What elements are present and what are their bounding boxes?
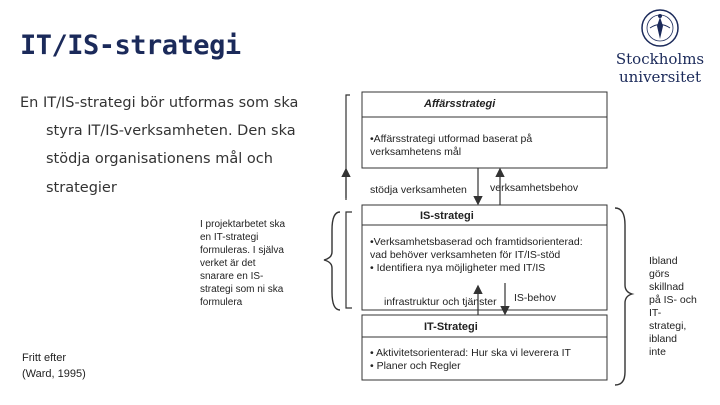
credit-line: (Ward, 1995) — [22, 368, 86, 380]
curly-brace-left — [324, 212, 340, 310]
right-note-line: Ibland — [649, 255, 678, 267]
side-note-line: strategi som ni ska — [200, 284, 284, 295]
right-note-line: strategi, — [649, 320, 687, 332]
label-is-behov: IS-behov — [514, 292, 557, 304]
page-title: IT/IS-strategi — [20, 30, 241, 61]
side-note-line: formuleras. I själva — [200, 245, 284, 256]
it-strategi-text — [370, 347, 571, 373]
it-strategi-title: IT-Strategi — [424, 321, 478, 333]
right-note-line: ibland — [649, 333, 678, 345]
side-note-line: verket är det — [200, 258, 256, 269]
right-note-line: görs — [649, 268, 670, 280]
side-note-line: snarare en IS- — [200, 271, 264, 282]
label-stodja-verksamheten: stödja verksamheten — [370, 184, 467, 196]
right-note-line: skillnad — [649, 281, 685, 293]
right-note-line: IT- — [649, 307, 662, 319]
left-bracket-mid — [346, 212, 352, 308]
side-note-line: I projektarbetet ska — [200, 219, 286, 230]
is-strategi-text-line: vad behöver verksamheten för IT/IS-stöd — [370, 249, 561, 261]
label-verksamhetsbehov: verksamhetsbehov — [490, 182, 579, 194]
curly-brace-right — [615, 208, 632, 385]
lead-line-4: strategier — [46, 180, 117, 196]
it-strategi-text-line: • Aktivitetsorienterad: Hur ska vi leverera IT — [370, 347, 571, 359]
credit-line: Fritt efter — [22, 352, 67, 364]
affarsstrategi-text — [370, 133, 532, 159]
lead-line-3: stödja organisationens mål och — [46, 151, 273, 167]
affarsstrategi-text-line: •Affärsstrategi utformad baserat på — [370, 133, 533, 145]
lead-line-1: En IT/IS-strategi bör utformas som ska — [20, 95, 299, 111]
affarsstrategi-text-line: verksamhetens mål — [370, 146, 462, 158]
logo-line-2: universitet — [618, 68, 702, 86]
it-strategi-text-line: • Planer och Regler — [370, 360, 461, 372]
is-strategi-text-line: • Identifiera nya möjligheter med IT/IS — [370, 262, 546, 274]
is-strategi-title: IS-strategi — [420, 210, 474, 222]
lead-line-2: styra IT/IS-verksamheten. Den ska — [46, 123, 296, 139]
side-note-line: en IT-strategi — [200, 232, 259, 243]
affarsstrategi-title: Affärsstrategi — [424, 98, 496, 110]
right-note-line: inte — [649, 346, 666, 358]
is-strategi-text-line: •Verksamhetsbaserad och framtidsorienterad: — [370, 236, 583, 248]
is-strategi-text — [370, 236, 583, 275]
logo-line-1: Stockholms — [615, 50, 705, 68]
label-infrastruktur: infrastruktur och tjänster — [384, 296, 497, 308]
right-note-line: på IS- och — [649, 294, 697, 306]
side-note-line: formulera — [200, 297, 243, 308]
